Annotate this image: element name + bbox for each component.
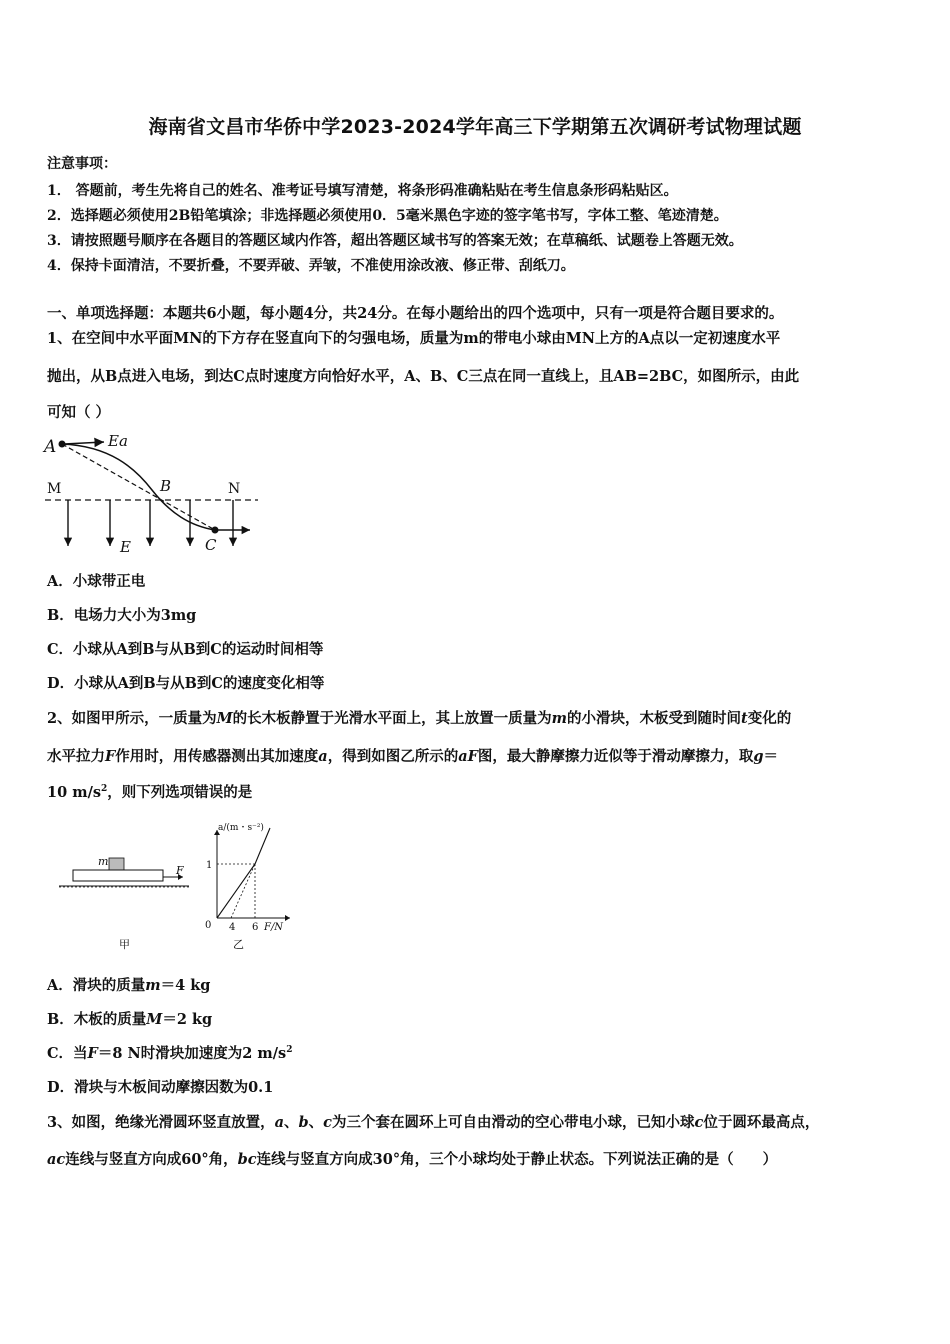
q2-text-line-3: 10 $m/s^2$，则下列选项错误的是 (47, 784, 253, 801)
q1-label-Ea: Ea (108, 432, 128, 450)
q2-dashed-extension (231, 864, 255, 918)
section-heading: 一、单项选择题：本题共6小题，每小题4分，共24分。在每小题给出的四个选项中，只有一项是符合题目要求的。 (47, 305, 784, 322)
q2-figure-jia (55, 850, 195, 955)
q1-label-N: N (228, 481, 241, 497)
q2-tick-y-1: 1 (206, 860, 213, 871)
q1-text-line-1: 1、在空间中水平面MN的下方存在竖直向下的匀强电场，质量为m的带电小球由MN上方的A点以一定初速度水平 (47, 330, 781, 347)
q2-text-line-1: 2、如图甲所示，一质量为M的长木板静置于光滑水平面上，其上放置一质量为m的小滑块，木板受到随时间t变化的 (47, 710, 792, 727)
q1-label-M: M (47, 481, 62, 497)
q2-text-line-2: 水平拉力F作用时，用传感器测出其加速度a，得到如图乙所示的aF图，最大静摩擦力近似等于滑动摩擦力，取g＝ (47, 748, 779, 765)
q2-caption-jia: 甲 (119, 938, 130, 951)
q2-option-C: C．当F＝8 N时滑块加速度为2 $m/s^2$ (47, 1045, 293, 1062)
exam-title: 海南省文昌市华侨中学2023-2024学年高三下学期第五次调研考试物理试题 (148, 116, 802, 138)
q1-option-A: A．小球带正电 (47, 573, 146, 590)
q3-text-line-1: 3、如图，绝缘光滑圆环竖直放置，a、b、c为三个套在圆环上可自由滑动的空心带电小球，已知小球c位于圆环最高点， (47, 1114, 820, 1131)
q1-option-C: C．小球从A到B与从B到C的运动时间相等 (47, 641, 324, 658)
notice-heading: 注意事项： (47, 156, 117, 172)
q2-label-m: m (98, 855, 109, 868)
notice-item-2: 2．选择题必须使用2B铅笔填涂；非选择题必须使用0．5毫米黑色字迹的签字笔书写，字体工整、笔迹清楚。 (47, 208, 728, 224)
q2-option-A: A．滑块的质量m＝4 kg (47, 977, 211, 994)
q1-text-line-3: 可知（ ） (47, 404, 111, 421)
q2-option-B: B．木板的质量M＝2 kg (47, 1011, 213, 1028)
notice-item-4: 4．保持卡面清洁，不要折叠，不要弄破、弄皱，不准使用涂改液、修正带、刮纸刀。 (47, 258, 575, 274)
notice-item-1: 1． 答题前，考生先将自己的姓名、准考证号填写清楚，将条形码准确粘贴在考生信息条形码粘贴区。 (47, 183, 678, 199)
q1-label-C: C (205, 536, 217, 554)
q2-yaxis-label: a/(m・s⁻²) (218, 823, 264, 833)
q2-xaxis-label: F/N (264, 922, 284, 933)
notice-item-3: 3．请按照题号顺序在各题目的答题区域内作答，超出答题区域书写的答案无效；在草稿纸、试题卷上答题无效。 (47, 233, 743, 249)
q1-option-D: D．小球从A到B与从B到C的速度变化相等 (47, 675, 325, 692)
q2-long-board (73, 870, 163, 881)
q2-caption-yi: 乙 (233, 938, 244, 951)
q1-label-A: A (44, 437, 57, 457)
q1-figure (40, 428, 270, 558)
q2-option-D: D．滑块与木板间动摩擦因数为0.1 (47, 1079, 274, 1096)
q2-line-segment-1 (217, 864, 255, 918)
q2-tick-x-4: 4 (229, 922, 236, 933)
q2-label-F: F (176, 864, 184, 877)
q2-tick-x-6: 6 (252, 922, 259, 933)
q2-slider-block (109, 858, 124, 870)
q1-option-B: B．电场力大小为3mg (47, 607, 197, 624)
q1-label-E: E (120, 538, 131, 556)
q1-text-line-2: 抛出，从B点进入电场，到达C点时速度方向恰好水平，A、B、C三点在同一直线上，且AB=2BC，如图所示，由此 (47, 368, 800, 385)
q2-figure-yi (198, 818, 298, 956)
q1-label-B: B (160, 477, 172, 495)
q1-velocity-arrow (64, 442, 104, 444)
q1-dashed-line-ABC (62, 444, 215, 530)
q2-origin-label: 0 (205, 920, 212, 931)
q2-line-segment-2 (255, 828, 270, 864)
q3-text-line-2: ac连线与竖直方向成60°角，bc连线与竖直方向成30°角，三个小球均处于静止状态。下列说法正确的是（ ） (47, 1151, 778, 1168)
